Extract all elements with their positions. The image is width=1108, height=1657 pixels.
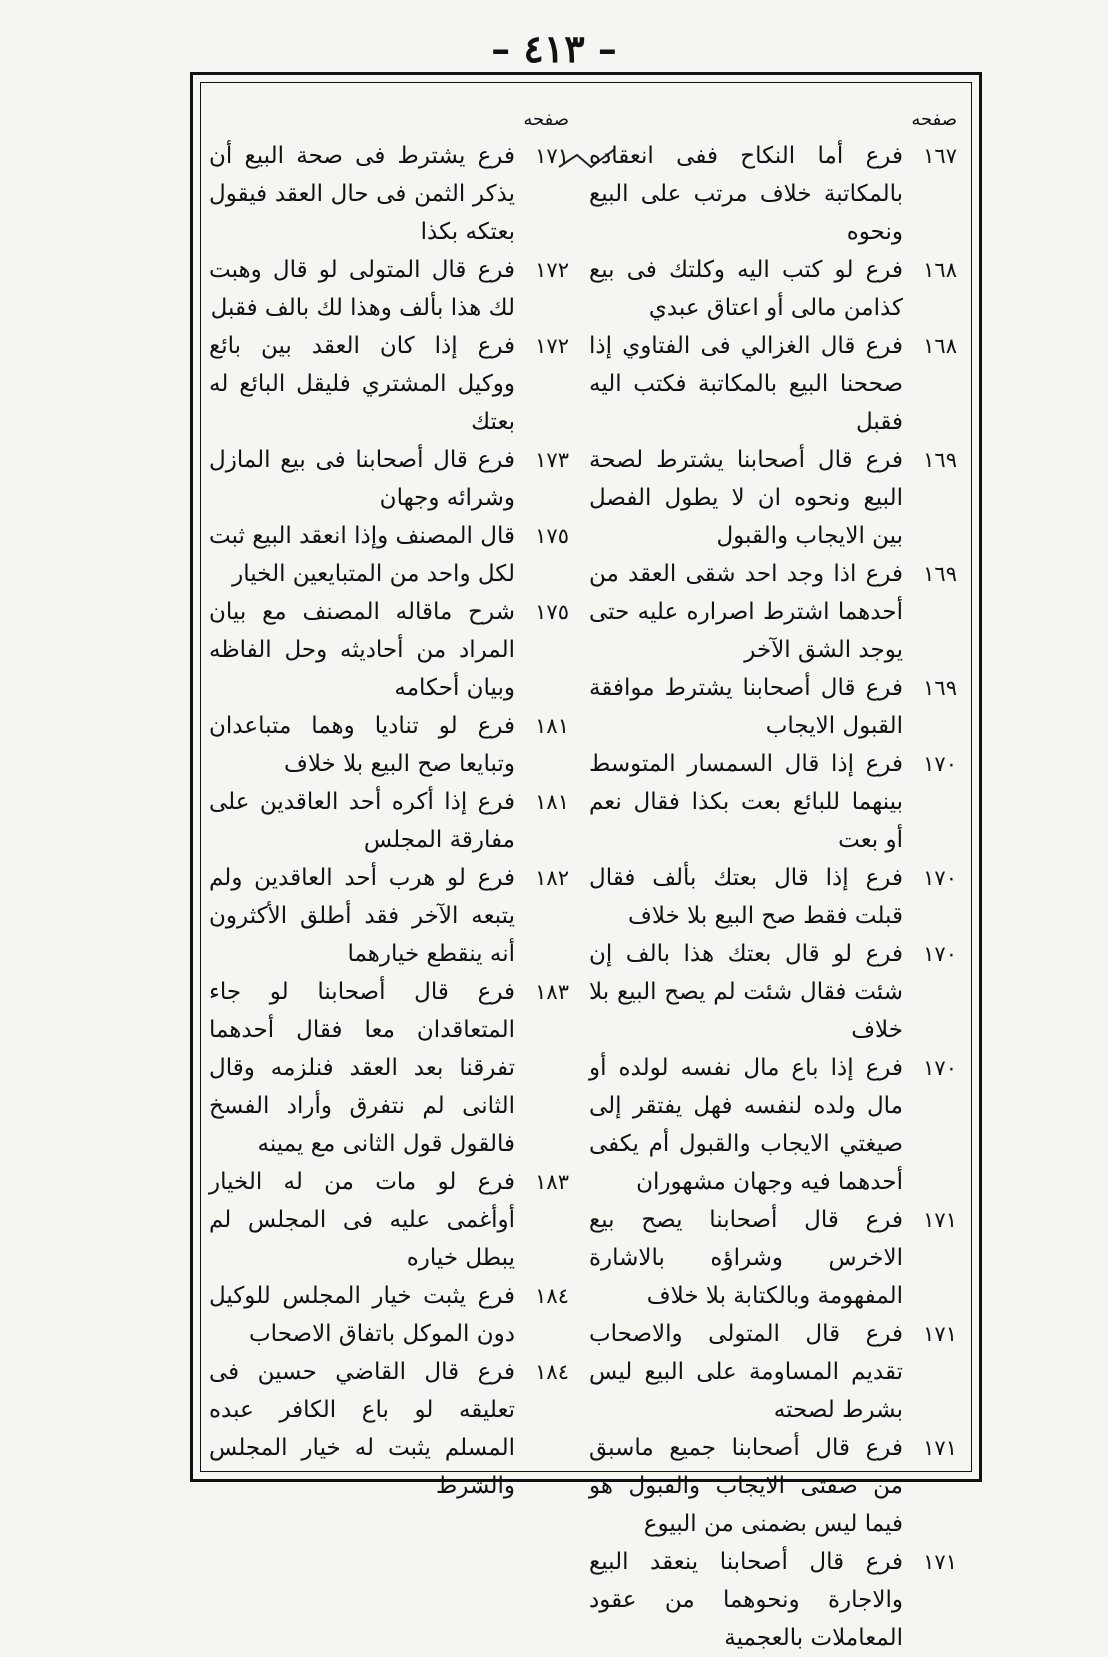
entry-text: فرع إذا قال بعتك بألف فقال قبلت فقط صح البيع بلا خلاف xyxy=(589,865,903,929)
index-entry xyxy=(589,251,957,327)
entry-text: فرع لو تناديا وهما متباعدان وتبايعا صح البيع بلا خلاف xyxy=(209,713,515,777)
inner-border-frame xyxy=(200,82,972,1651)
entry-text: فرع قال المتولى لو قال وهبت لك هذا بألف وهذا لك بالف فقبل xyxy=(209,257,515,321)
entry-text: فرع لو مات من له الخيار أوأغمى عليه فى المجلس لم يبطل خياره xyxy=(209,1169,515,1271)
entry-text: فرع أما النكاح ففى انعقاده بالمكاتبة خلاف مرتب على البيع ونحوه xyxy=(589,143,903,245)
index-entry xyxy=(209,1277,569,1353)
index-entry xyxy=(589,1429,957,1543)
entry-page-number: ١٨٣ xyxy=(535,980,569,1004)
index-entry xyxy=(589,935,957,1049)
index-entry xyxy=(209,441,569,517)
index-entry xyxy=(209,783,569,859)
entry-text: فرع قال أصحابنا لو جاء المتعاقدان معا فقال أحدهما تفرقنا بعد العقد فنلزمه وقال الثانى لم نتفرق وأراد الفسخ فالقول قول الثانى مع يمينه xyxy=(209,979,515,1157)
entry-text: فرع إذا باع مال نفسه لولده أو مال ولده لنفسه فهل يفتقر إلى صيغتي الايجاب والقبول أم يكفى أحدهما فيه وجهان مشهوران xyxy=(589,1055,903,1195)
entry-text: فرع لو كتب اليه وكلتك فى بيع كذامن مالى أو اعتاق عبدي xyxy=(589,257,903,321)
entry-page-number: ١٧٠ xyxy=(923,866,957,890)
entries-list-right xyxy=(589,137,957,1657)
entry-text: فرع إذا كان العقد بين بائع ووكيل المشتري فليقل البائع له بعتك xyxy=(209,333,515,435)
entry-page-number: ١٧١ xyxy=(923,1436,957,1460)
entry-text: فرع يثبت خيار المجلس للوكيل دون الموكل باتفاق الاصحاب xyxy=(209,1283,515,1347)
entry-page-number: ١٦٩ xyxy=(923,562,957,586)
entry-page-number: ١٧١ xyxy=(923,1322,957,1346)
index-entry xyxy=(589,669,957,745)
index-entry xyxy=(589,859,957,935)
entry-text: فرع قال أصحابنا جميع ماسبق من صفتى الايجاب والقبول هو فيما ليس بضمنى من البيوع xyxy=(589,1435,903,1537)
index-entry xyxy=(209,973,569,1163)
entry-text: فرع قال أصحابنا يشترط لصحة البيع ونحوه ان لا يطول الفصل بين الايجاب والقبول xyxy=(589,447,903,549)
index-entry xyxy=(589,441,957,555)
entries-list-left xyxy=(209,137,569,1505)
entry-page-number: ١٦٩ xyxy=(923,676,957,700)
index-entry xyxy=(589,1543,957,1657)
index-entry xyxy=(209,1353,569,1505)
entry-text: فرع لو قال بعتك هذا بالف إن شئت فقال شئت لم يصح البيع بلا خلاف xyxy=(589,941,903,1043)
entry-text: فرع قال أصحابنا يصح بيع الاخرس وشراؤه بالاشارة المفهومة وبالكتابة بلا خلاف xyxy=(589,1207,903,1309)
entry-text: فرع إذا أكره أحد العاقدين على مفارقة المجلس xyxy=(209,789,515,853)
entry-text: فرع قال الغزالي فى الفتاوي إذا صححنا البيع بالمكاتبة فكتب اليه فقبل xyxy=(589,333,903,435)
column-header-left: صفحه xyxy=(523,109,569,130)
index-entry xyxy=(209,707,569,783)
index-entry xyxy=(209,137,569,251)
entry-page-number: ١٧٠ xyxy=(923,1056,957,1080)
entry-text: فرع اذا وجد احد شقى العقد من أحدهما اشترط اصراره عليه حتى يوجد الشق الآخر xyxy=(589,561,903,663)
entry-text: فرع قال القاضي حسين فى تعليقه لو باع الكافر عبده المسلم يثبت له خيار المجلس والشرط xyxy=(209,1359,515,1499)
index-entry xyxy=(209,859,569,973)
entry-page-number: ١٧٢ xyxy=(535,258,569,282)
entry-page-number: ١٧١ xyxy=(923,1208,957,1232)
index-column-right xyxy=(589,103,957,1657)
entry-text: فرع لو هرب أحد العاقدين ولم يتبعه الآخر فقد أطلق الأكثرون أنه ينقطع خيارهما xyxy=(209,865,515,967)
entry-page-number: ١٧٣ xyxy=(535,448,569,472)
index-entry xyxy=(589,327,957,441)
index-entry xyxy=(589,555,957,669)
index-column-left xyxy=(209,103,569,1505)
page-number: – ٤١٣ – xyxy=(491,26,617,71)
column-header-right: صفحه xyxy=(911,109,957,130)
entry-page-number: ١٨١ xyxy=(535,714,569,738)
index-entry xyxy=(589,1049,957,1201)
entry-page-number: ١٦٨ xyxy=(923,334,957,358)
entry-page-number: ١٧٥ xyxy=(535,600,569,624)
index-entry xyxy=(589,1201,957,1315)
entry-text: فرع قال المتولى والاصحاب تقديم المساومة على البيع ليس بشرط لصحته xyxy=(589,1321,903,1423)
index-entry xyxy=(209,327,569,441)
entry-page-number: ١٧٠ xyxy=(923,752,957,776)
entry-page-number: ١٧١ xyxy=(923,1550,957,1574)
entry-page-number: ١٧٥ xyxy=(535,524,569,548)
index-entry xyxy=(589,137,957,251)
entry-page-number: ١٨٢ xyxy=(535,866,569,890)
entry-text: فرع قال أصحابنا يشترط موافقة القبول الايجاب xyxy=(589,675,903,739)
entry-text: فرع قال أصحابنا ينعقد البيع والاجارة ونحوهما من عقود المعاملات بالعجمية xyxy=(589,1549,903,1651)
index-entry xyxy=(209,593,569,707)
index-entry xyxy=(209,517,569,593)
index-entry xyxy=(589,1315,957,1429)
entry-text: شرح ماقاله المصنف مع بيان المراد من أحاديثه وحل الفاظه وبيان أحكامه xyxy=(209,599,515,701)
entry-page-number: ١٧٠ xyxy=(923,942,957,966)
entry-page-number: ١٨٤ xyxy=(535,1360,569,1384)
entry-page-number: ١٨٣ xyxy=(535,1170,569,1194)
entry-page-number: ١٦٨ xyxy=(923,258,957,282)
index-entry xyxy=(209,251,569,327)
entry-text: قال المصنف وإذا انعقد البيع ثبت لكل واحد من المتبايعين الخيار xyxy=(209,523,515,587)
entry-text: فرع إذا قال السمسار المتوسط بينهما للبائع بعت بكذا فقال نعم أو بعت xyxy=(589,751,903,853)
index-entry xyxy=(209,1163,569,1277)
index-entry xyxy=(589,745,957,859)
entry-text: فرع يشترط فى صحة البيع أن يذكر الثمن فى حال العقد فيقول بعتكه بكذا xyxy=(209,143,515,245)
entry-text: فرع قال أصحابنا فى بيع المازل وشرائه وجهان xyxy=(209,447,515,511)
entry-page-number: ١٨٤ xyxy=(535,1284,569,1308)
entry-page-number: ١٦٩ xyxy=(923,448,957,472)
entry-page-number: ١٧٢ xyxy=(535,334,569,358)
entry-page-number: ١٧١ xyxy=(535,144,569,168)
entry-page-number: ١٨١ xyxy=(535,790,569,814)
entry-page-number: ١٦٧ xyxy=(923,144,957,168)
